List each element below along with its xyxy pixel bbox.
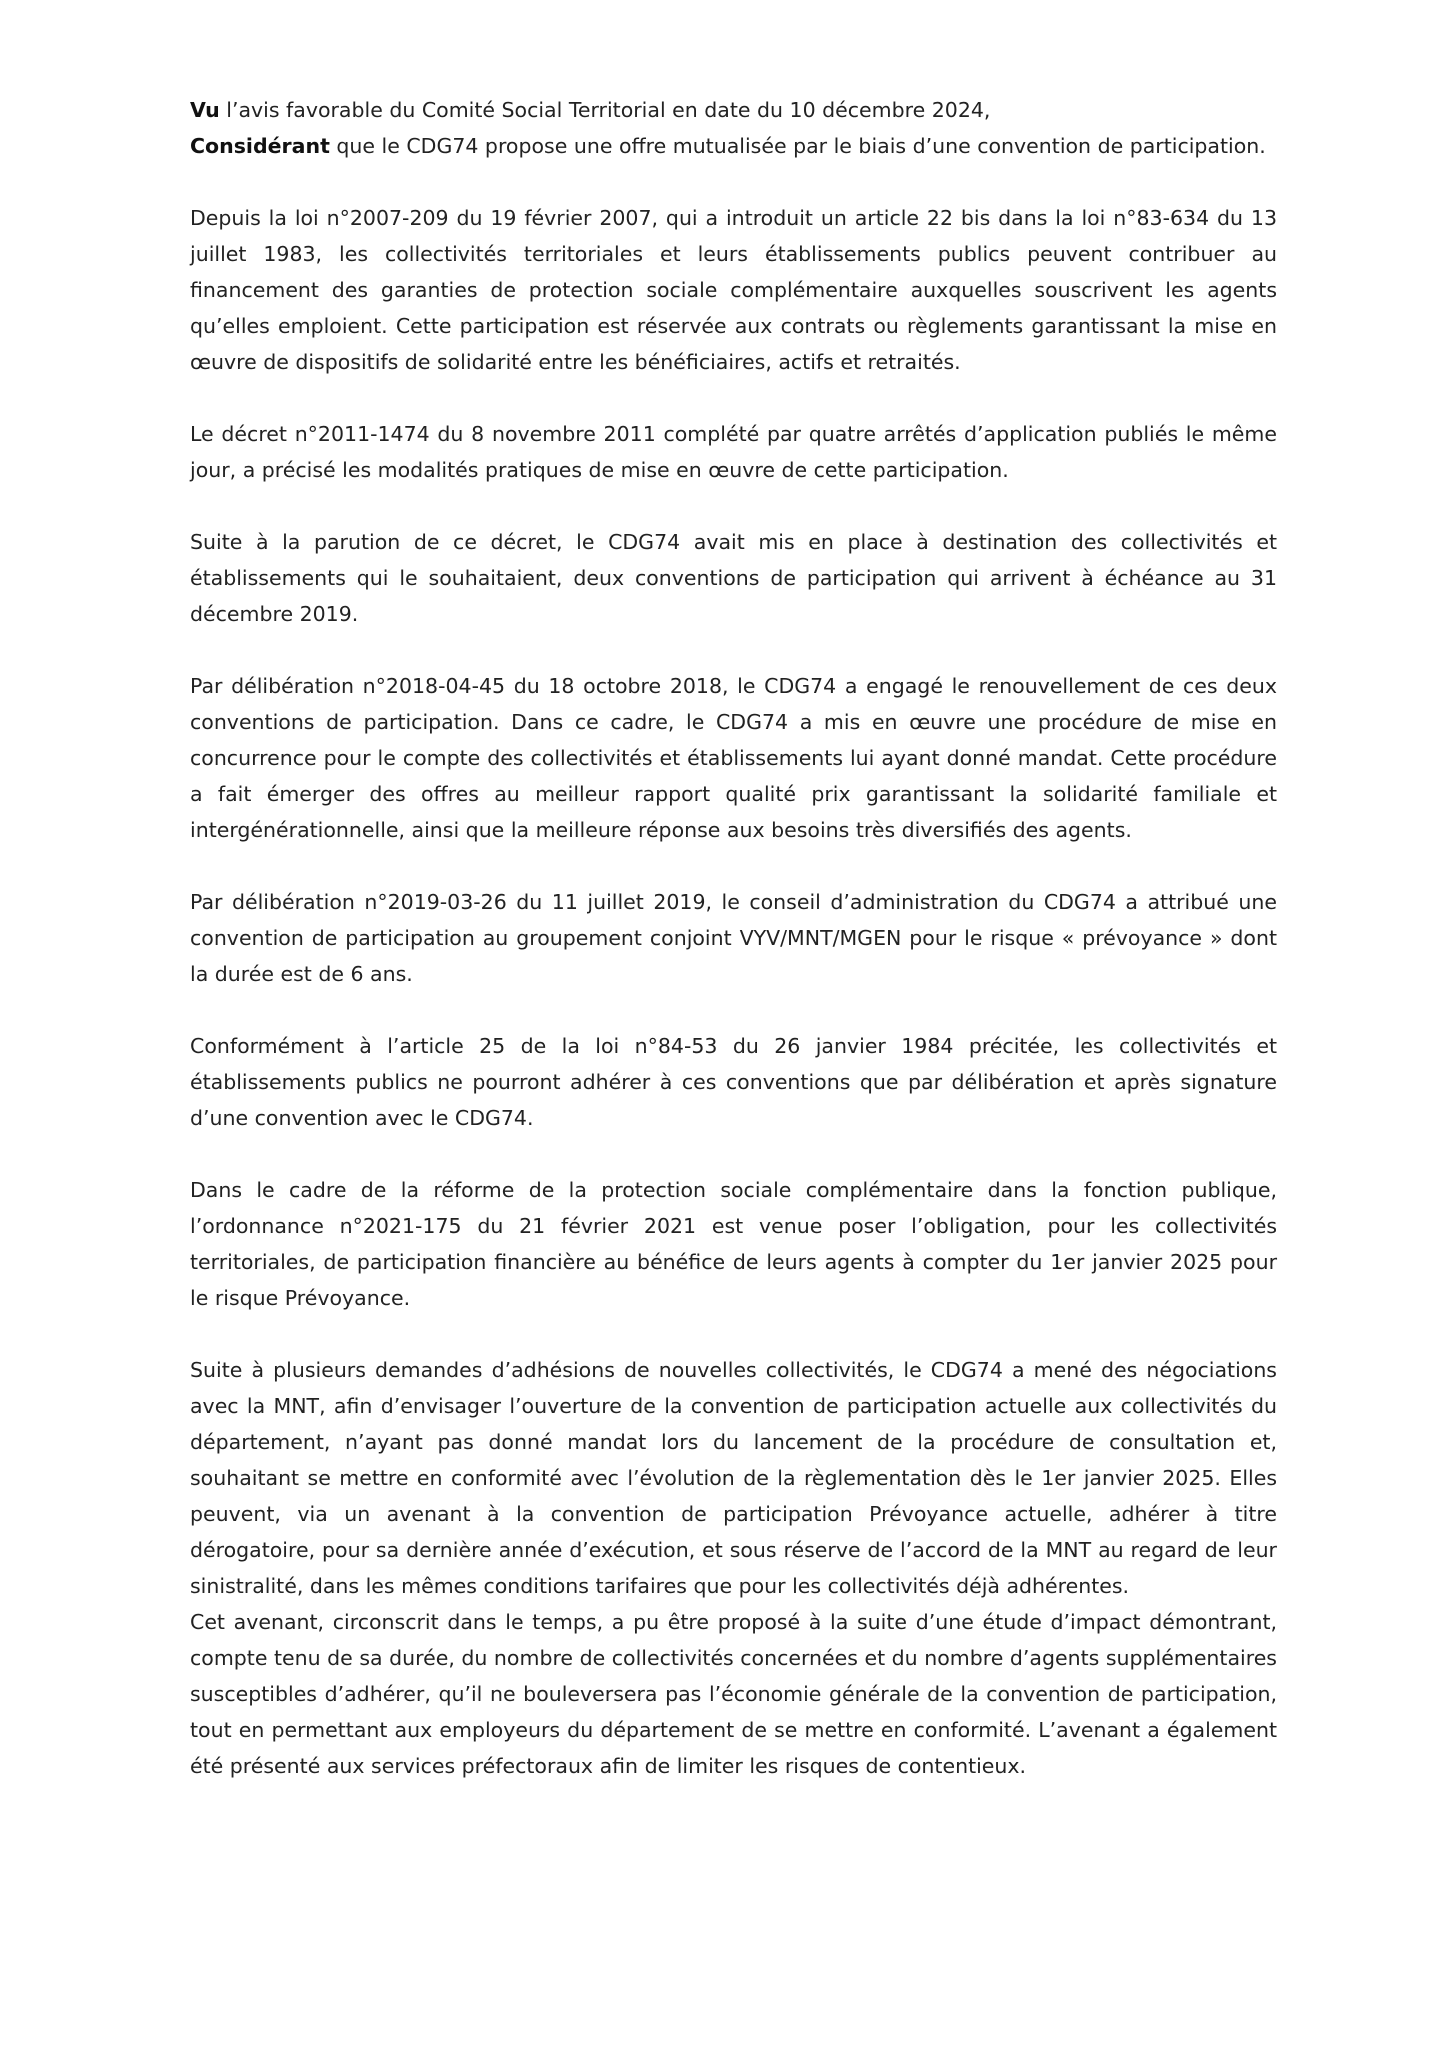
paragraph-article-25: Conformément à l’article 25 de la loi n°84-53 du 26 janvier 1984 précitée, les collectivités et établissements publics ne pourront adhérer à ces conventions que par délibération et après signature d’une convention avec le CDG74. <box>190 1034 1277 1130</box>
vu-text: l’avis favorable du Comité Social Territorial en date du 10 décembre 2024, <box>219 98 991 122</box>
intro-block <box>190 92 1277 164</box>
paragraph-deliberation-2019: Par délibération n°2019-03-26 du 11 juillet 2019, le conseil d’administration du CDG74 a attribué une convention de participation au groupement conjoint VYV/MNT/MGEN pour le risque « prévoyance » dont la durée est de 6 ans. <box>190 890 1277 986</box>
paragraph-loi-2007: Depuis la loi n°2007-209 du 19 février 2007, qui a introduit un article 22 bis dans la loi n°83-634 du 13 juillet 1983, les collectivités territoriales et leurs établissements publics peuvent contribuer au financement des garanties de protection sociale complémentaire auxquelles souscrivent les agents qu’elles emploient. Cette participation est réservée aux contrats ou règlements garantissant la mise en œuvre de dispositifs de solidarité entre les bénéficiaires, actifs et retraités. <box>190 206 1277 374</box>
paragraph-avenant: Cet avenant, circonscrit dans le temps, a pu être proposé à la suite d’une étude d’impact démontrant, compte tenu de sa durée, du nombre de collectivités concernées et du nombre d’agents supplémentaires susceptibles d’adhérer, qu’il ne bouleversera pas l’économie générale de la convention de participation, tout en permettant aux employeurs du département de se mettre en conformité. L’avenant a également été présenté aux services préfectoraux afin de limiter les risques de contentieux. <box>190 1610 1277 1778</box>
paragraph-parution-decret: Suite à la parution de ce décret, le CDG74 avait mis en place à destination des collectivités et établissements qui le souhaitaient, deux conventions de participation qui arrivent à échéance au 31 décembre 2019. <box>190 530 1277 626</box>
paragraph-deliberation-2018: Par délibération n°2018-04-45 du 18 octobre 2018, le CDG74 a engagé le renouvellement de ces deux conventions de participation. Dans ce cadre, le CDG74 a mis en œuvre une procédure de mise en concurrence pour le compte des collectivités et établissements lui ayant donné mandat. Cette procédure a fait émerger des offres au meilleur rapport qualité prix garantissant la solidarité familiale et intergénérationnelle, ainsi que la meilleure réponse aux besoins très diversifiés des agents. <box>190 674 1277 842</box>
considerant-label: Considérant <box>190 134 330 158</box>
paragraph-decret-2011: Le décret n°2011-1474 du 8 novembre 2011 complété par quatre arrêtés d’application publiés le même jour, a précisé les modalités pratiques de mise en œuvre de cette participation. <box>190 422 1277 482</box>
considerant-text: que le CDG74 propose une offre mutualisée par le biais d’une convention de participation. <box>329 134 1266 158</box>
vu-label: Vu <box>190 98 220 122</box>
paragraph-reforme-psc: Dans le cadre de la réforme de la protection sociale complémentaire dans la fonction publique, l’ordonnance n°2021-175 du 21 février 2021 est venue poser l’obligation, pour les collectivités territoriales, de participation financière au bénéfice de leurs agents à compter du 1er janvier 2025 pour le risque Prévoyance. <box>190 1178 1277 1310</box>
paragraph-demandes-adhesion: Suite à plusieurs demandes d’adhésions de nouvelles collectivités, le CDG74 a mené des négociations avec la MNT, afin d’envisager l’ouverture de la convention de participation actuelle aux collectivités du département, n’ayant pas donné mandat lors du lancement de la procédure de consultation et, souhaitant se mettre en conformité avec l’évolution de la règlementation dès le 1er janvier 2025. Elles peuvent, via un avenant à la convention de participation Prévoyance actuelle, adhérer à titre dérogatoire, pour sa dernière année d’exécution, et sous réserve de l’accord de la MNT au regard de leur sinistralité, dans les mêmes conditions tarifaires que pour les collectivités déjà adhérentes. <box>190 1358 1277 1598</box>
